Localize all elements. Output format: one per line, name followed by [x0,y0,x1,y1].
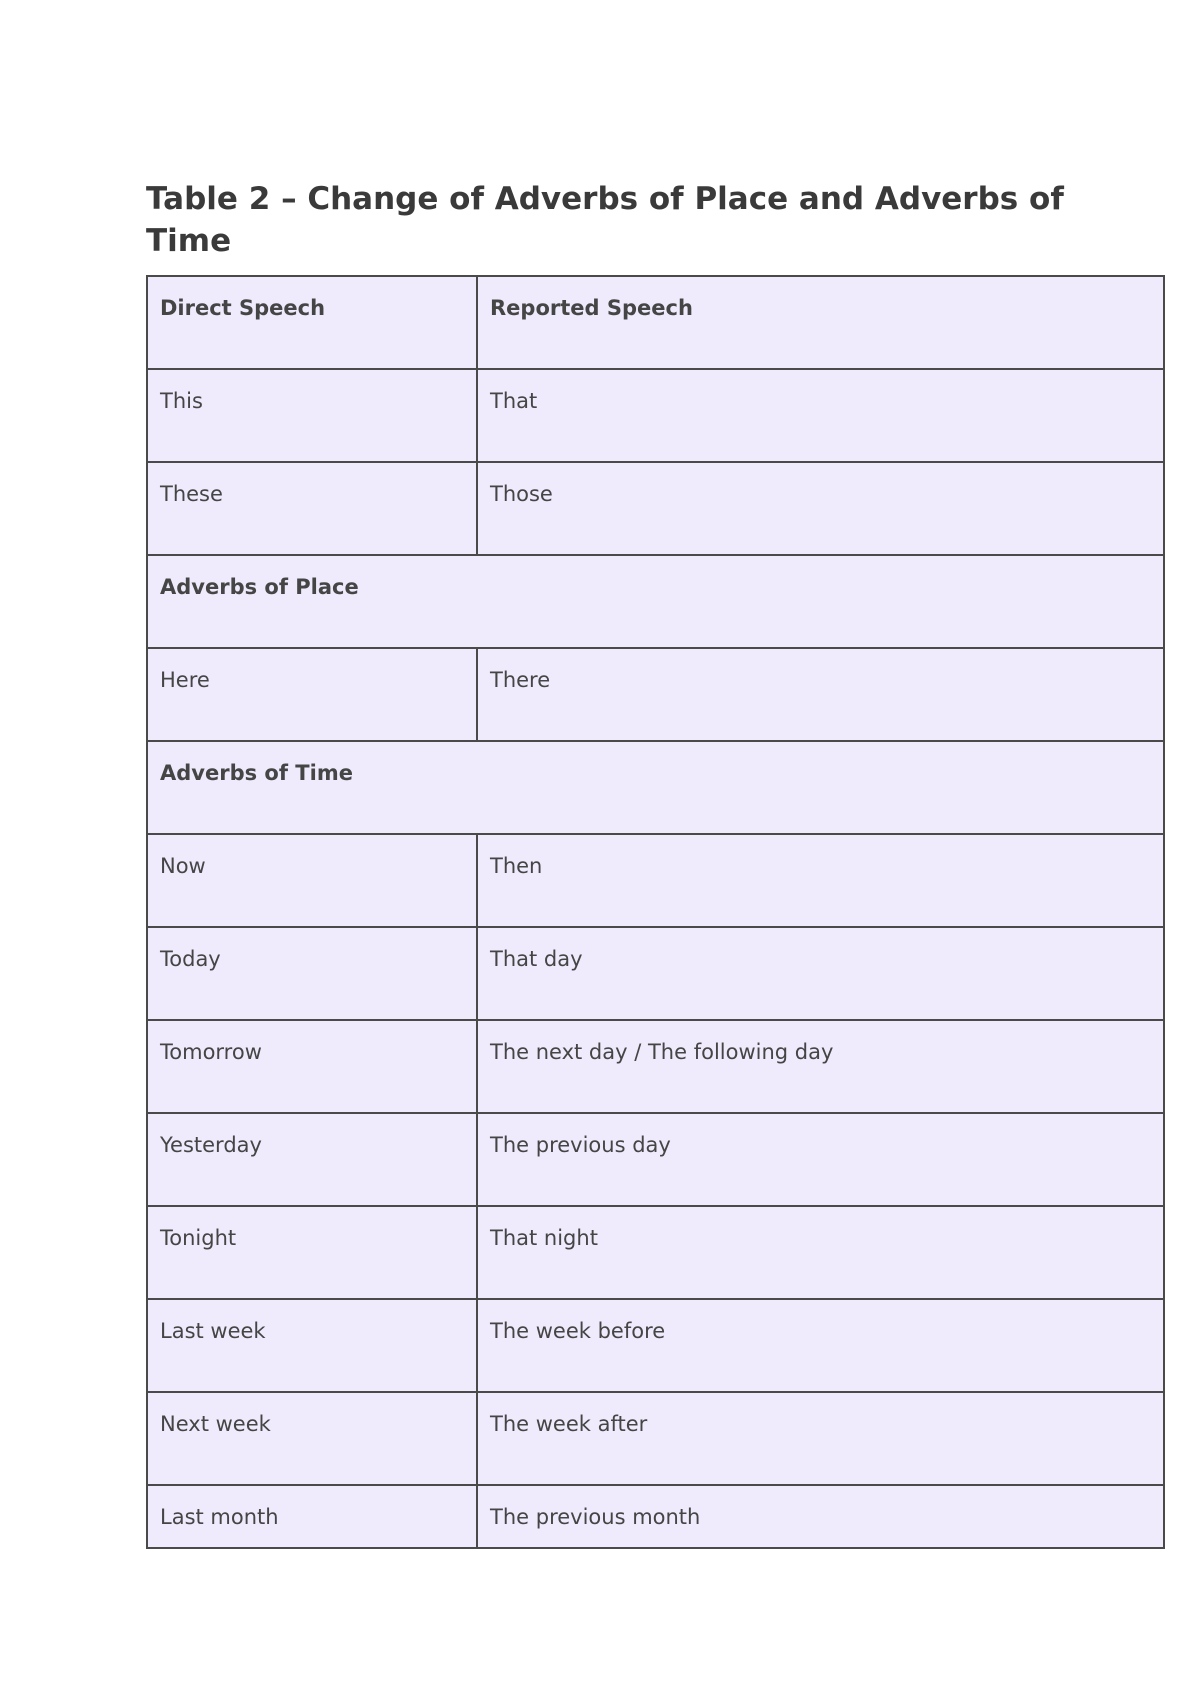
table-row [147,648,1164,741]
reported-cell: The previous month [477,1485,1164,1548]
header-direct-speech: Direct Speech [147,276,477,369]
direct-cell: Tomorrow [147,1020,477,1113]
reported-cell: That [477,369,1164,462]
table-row [147,1113,1164,1206]
reported-cell: Those [477,462,1164,555]
reported-cell: That day [477,927,1164,1020]
reported-cell: There [477,648,1164,741]
section-row-place [147,555,1164,648]
reported-cell: The week before [477,1299,1164,1392]
direct-cell: Today [147,927,477,1020]
table-row [147,369,1164,462]
table-row [147,1392,1164,1485]
direct-cell: Here [147,648,477,741]
direct-cell: These [147,462,477,555]
header-reported-speech: Reported Speech [477,276,1164,369]
table-row [147,1485,1164,1548]
direct-cell: Tonight [147,1206,477,1299]
reported-cell: The next day / The following day [477,1020,1164,1113]
direct-cell: Next week [147,1392,477,1485]
direct-cell: Now [147,834,477,927]
reported-cell: The previous day [477,1113,1164,1206]
section-heading-adverbs-of-place: Adverbs of Place [147,555,1164,648]
page-title: Table 2 – Change of Adverbs of Place and Adverbs of Time [146,181,1064,259]
table-row [147,462,1164,555]
section-row-time [147,741,1164,834]
reported-cell: The week after [477,1392,1164,1485]
table-row [147,927,1164,1020]
reported-cell: Then [477,834,1164,927]
direct-cell: Last week [147,1299,477,1392]
direct-cell: This [147,369,477,462]
table-row [147,1299,1164,1392]
table-row [147,834,1164,927]
direct-cell: Yesterday [147,1113,477,1206]
table-row [147,1206,1164,1299]
table-header-row [147,276,1164,369]
direct-cell: Last month [147,1485,477,1548]
table-row [147,1020,1164,1113]
reported-cell: That night [477,1206,1164,1299]
adverb-change-table [146,275,1165,1549]
section-heading-adverbs-of-time: Adverbs of Time [147,741,1164,834]
